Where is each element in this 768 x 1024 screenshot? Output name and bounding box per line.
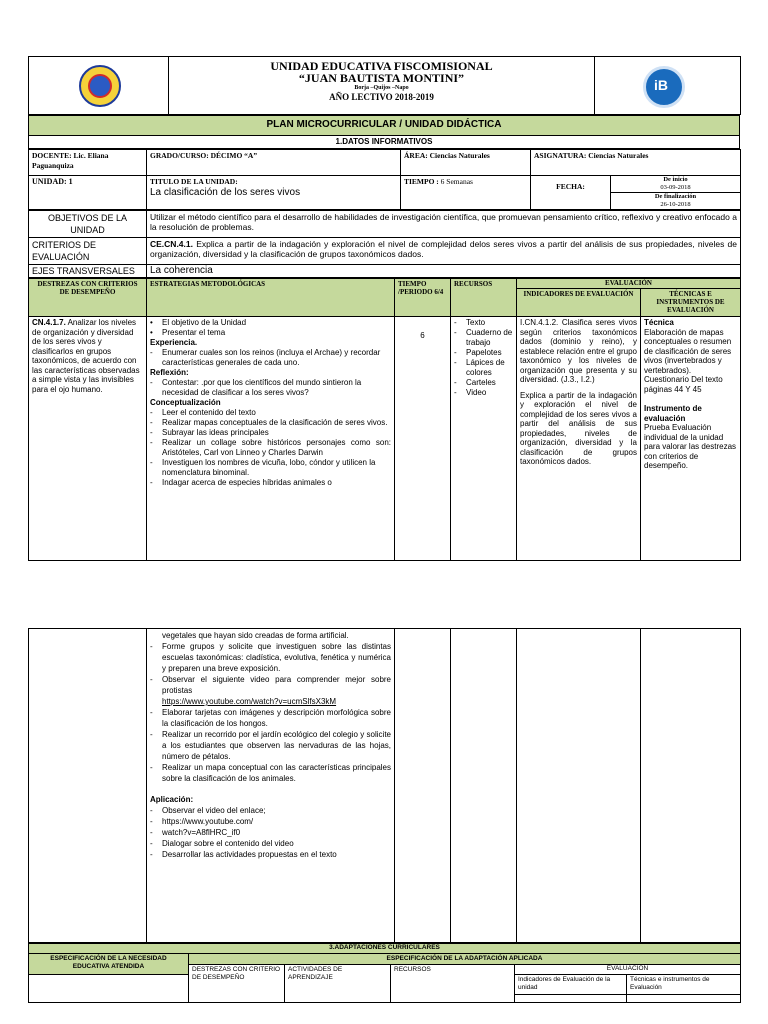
adapt-tecnicas: Técnicas e instrumentos de Evaluación	[627, 975, 741, 995]
reflexion-heading: Reflexión:	[150, 368, 189, 377]
list-item: - Leer el contenido del texto	[150, 408, 391, 418]
school-header	[169, 57, 595, 115]
list-item: • El objetivo de la Unidad	[150, 318, 391, 328]
experiencia-heading: Experiencia.	[150, 338, 198, 347]
header-table	[28, 56, 741, 115]
ejes-label: EJES TRANSVERSALES	[29, 265, 147, 278]
docente: DOCENTE: Lic. Eliana Paguanquiza	[29, 150, 147, 176]
tiempo-value: 6 Semanas	[440, 177, 473, 186]
list-item: - Forme grupos y solicite que investiguen sobre las distintas escuelas taxonómicas: cladística, evolutiva, fenética y numérica y preparen una breve exposición.	[150, 641, 391, 674]
instrumento-text: Prueba Evaluación individual de la unidad para valorar las destrezas con criterios de desempeño.	[644, 423, 737, 470]
titulo-label: TITULO DE LA UNIDAD:	[150, 177, 238, 186]
adapt-empty-1	[515, 995, 627, 1003]
criterios-text: Explica a partir de la indagación y exploración el nivel de complejidad delos seres vivos a partir del análisis de sus propiedades, niveles de organización, diversidad y la clasificación de grupos taxonómicos dados.	[150, 239, 737, 259]
asignatura: ASIGNATURA: Ciencias Naturales	[531, 150, 741, 176]
col-evaluacion: EVALUACIÓN	[517, 279, 741, 289]
destreza-text: Analizar los niveles de organización y diversidad de los seres vivos y clasificarlos en grupos taxonómicos, de acuerdo con las características observadas a simple vista y las invisibles para el ojo humano.	[32, 318, 140, 394]
video-text: Observar el siguiente video para comprender mejor sobre protistas	[162, 675, 391, 695]
necesidad-header: ESPECIFICACIÓN DE LA NECESIDAD EDUCATIVA ATENDIDA	[29, 954, 189, 975]
list-item: - Realizar mapas conceptuales de la clasificación de seres vivos.	[150, 418, 391, 428]
page-1	[28, 56, 740, 561]
list-item: - Realizar un collage sobre históricos personajes como son: Aristóteles, Carl von Linneo y Charles Darwin	[150, 438, 391, 458]
list-item: - Contestar: .por que los científicos del mundo sintieron la necesidad de clasificar a los seres vivos?	[150, 378, 391, 398]
recurso-item: - Papelotes	[454, 348, 513, 358]
fin-value: 26-10-2018	[660, 201, 691, 208]
criterios-value	[147, 238, 741, 265]
list-item: - Enumerar cuales son los reinos (incluya el Archae) y recordar características generales de cada uno.	[150, 348, 391, 368]
conceptualizacion-heading: Conceptualización	[150, 398, 221, 407]
tecnicas-cell	[641, 317, 741, 561]
list-item	[150, 674, 391, 707]
adaptacion-header: ESPECIFICACIÓN DE LA ADAPTACIÓN APLICADA	[189, 954, 741, 965]
list-item: - Investiguen los nombres de vicuña, lobo, cóndor y utilicen la nomenclatura binominal.	[150, 458, 391, 478]
destreza-cell	[29, 317, 147, 561]
page-2	[28, 628, 740, 1003]
ib-logo-text: iB	[654, 77, 668, 93]
recurso-item: - Lápices de colores	[454, 358, 513, 378]
continuation-destrezas	[29, 629, 147, 943]
tiempo-cell: 6	[395, 317, 451, 561]
recurso-item: - Video	[454, 388, 513, 398]
indicador-2: Explica a partir de la indagación y exploración el nivel de complejidad de los seres vivos a partir del análisis de sus propiedades, niveles de organización, diversidad y la clasificación de grupos taxonómicos dados.	[520, 390, 637, 466]
adapt-actividades: ACTIVIDADES DE APRENDIZAJE	[285, 965, 391, 1003]
criterios-label: CRITERIOS DE EVALUACIÓN	[29, 238, 147, 265]
adapt-indicadores: Indicadores de Evaluación de la unidad	[515, 975, 627, 995]
recursos-cell	[451, 317, 517, 561]
list-item: - Realizar un mapa conceptual con las características principales sobre la clasificación de los animales.	[150, 762, 391, 784]
continuation-tecnicas	[641, 629, 741, 943]
strategies-table	[28, 278, 741, 561]
inicio-label: De inicio	[663, 176, 688, 183]
school-location: Borja –Quijos –Napo	[354, 85, 409, 91]
col-estrategias: ESTRATEGIAS METODOLÓGICAS	[147, 279, 395, 317]
right-logo-cell	[595, 57, 741, 115]
school-name: UNIDAD EDUCATIVA FISCOMISIONAL	[270, 59, 493, 73]
tiempo	[401, 176, 531, 210]
recurso-item: - Carteles	[454, 378, 513, 388]
fecha-values	[611, 176, 741, 210]
titulo-unidad	[147, 176, 401, 210]
indicadores-cell	[517, 317, 641, 561]
continuation-recursos	[451, 629, 517, 943]
aplicacion-heading: Aplicación:	[150, 795, 194, 804]
tecnica-label: Técnica	[644, 318, 674, 327]
estrategias-cell	[147, 317, 395, 561]
ib-logo	[643, 66, 685, 108]
plan-title: PLAN MICROCURRICULAR / UNIDAD DIDÁCTICA	[29, 116, 740, 136]
indicador-1: I.CN.4.1.2. Clasifica seres vivos según criterios taxonómicos dados (dominio y reino), y establece relación entre el grupo taxonómico y los niveles de organización que presenta y su diversidad. (J.3., I.2.)	[520, 318, 637, 384]
list-item: - Indagar acerca de especies híbridas animales o	[150, 478, 391, 488]
col-recursos: RECURSOS	[451, 279, 517, 317]
adapt-recursos: RECURSOS	[391, 965, 515, 1003]
list-item: - https://www.youtube.com/	[150, 816, 391, 827]
list-item: - watch?v=A8flHRC_if0	[150, 827, 391, 838]
adapt-destrezas: DESTREZAS CON CRITERIO DE DESEMPEÑO	[189, 965, 285, 1003]
tecnica-text: Elaboración de mapas conceptuales o resumen de clasificación de seres vivos (invertebrados y vertebrados). Cuestionario Del texto páginas 44 Y 45	[644, 327, 732, 394]
info-table	[28, 149, 741, 210]
instrumento-label: Instrumento de evaluación	[644, 404, 702, 423]
list-item: - Observar el video del enlace;	[150, 805, 391, 816]
school-year: AÑO LECTIVO 2018-2019	[329, 92, 434, 102]
section-1-title: 1.DATOS INFORMATIVOS	[29, 136, 740, 149]
continuation-indicadores	[517, 629, 641, 943]
inicio-value: 03-09-2018	[660, 184, 691, 191]
list-item: - Realizar un recorrido por el jardín ecológico del colegio y solicite a los estudiantes que observen las nervaduras de las hojas, número de pétalos.	[150, 729, 391, 762]
ejes-value: La coherencia	[147, 265, 741, 278]
cont-text: vegetales que hayan sido creadas de forma artificial.	[162, 631, 349, 640]
adapt-empty-2	[627, 995, 741, 1003]
recurso-item: - Cuaderno de trabajo	[454, 328, 513, 348]
left-logo-cell	[29, 57, 169, 115]
tiempo-label: TIEMPO :	[404, 177, 439, 186]
continuation-tiempo	[395, 629, 451, 943]
grado-curso: GRADO/CURSO: DÉCIMO “A”	[147, 150, 401, 176]
section-3-title: 3.ADAPTACIONES CURRICULARES	[29, 944, 741, 954]
titulo-value: La clasificación de los seres vivos	[150, 187, 301, 198]
adaptaciones-table	[28, 943, 741, 1003]
list-item: • Presentar el tema	[150, 328, 391, 338]
continuation-estrategias	[147, 629, 395, 943]
list-item: - Desarrollar las actividades propuestas en el texto	[150, 849, 391, 860]
adapt-necesidad-value	[29, 975, 189, 1003]
objetivos-label: OBJETIVOS DE LA UNIDAD	[29, 211, 147, 238]
adapt-evaluacion: EVALUACIÓN	[515, 965, 741, 975]
protistas-video-link[interactable]: https://www.youtube.com/watch?v=ucmSlfsX3kM	[162, 697, 337, 706]
criterios-code: CE.CN.4.1.	[150, 239, 193, 249]
col-indicadores: INDICADORES DE EVALUACIÓN	[517, 289, 641, 317]
col-tecnicas: TÉCNICAS E INSTRUMENTOS DE EVALUACIÓN	[641, 289, 741, 317]
list-item: - Subrayar las ideas principales	[150, 428, 391, 438]
school-seal-logo	[79, 65, 121, 107]
objetivos-value: Utilizar el método científico para el desarrollo de habilidades de investigación científica, que promuevan pensamiento crítico, reflexivo y creativo enfocado a la resolución de problemas.	[147, 211, 741, 238]
recurso-item: - Texto	[454, 318, 513, 328]
area: ÁREA: Ciencias Naturales	[401, 150, 531, 176]
unidad: UNIDAD: 1	[29, 176, 147, 210]
plan-title-table	[28, 115, 740, 149]
fin-label: De finalización	[654, 193, 697, 200]
col-destrezas: DESTREZAS CON CRITERIOS DE DESEMPEÑO	[29, 279, 147, 317]
col-tiempo: TIEMPO /PERIODO 6/4	[395, 279, 451, 317]
continuation-table	[28, 628, 741, 943]
objectives-table	[28, 210, 741, 278]
fecha-label: FECHA:	[531, 176, 611, 210]
list-item: - Elaborar tarjetas con imágenes y descripción morfológica sobre la clasificación de los hongos.	[150, 707, 391, 729]
school-quoted-name: “JUAN BAUTISTA MONTINI”	[298, 71, 465, 85]
list-item: - Dialogar sobre el contenido del video	[150, 838, 391, 849]
destreza-code: CN.4.1.7.	[32, 318, 66, 327]
